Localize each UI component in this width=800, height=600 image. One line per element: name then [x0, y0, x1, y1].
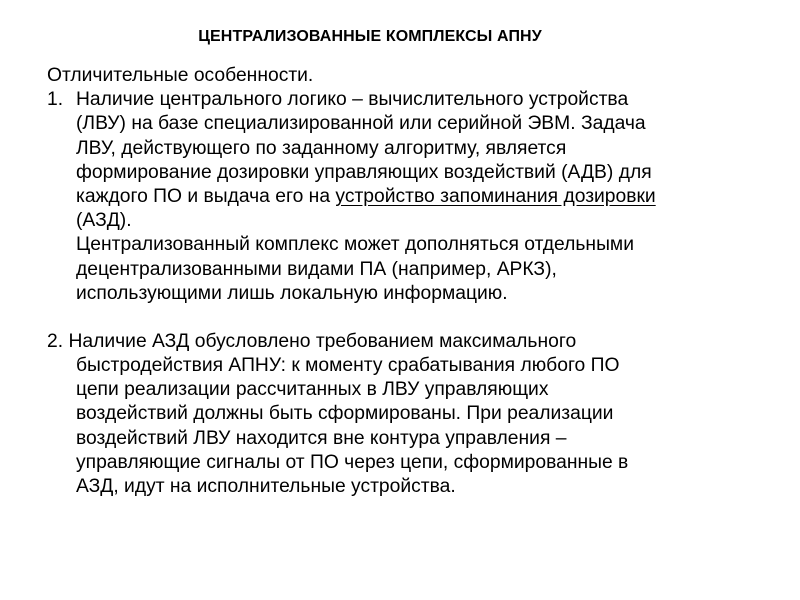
item2-line-3: цепи реализации рассчитанных в ЛВУ управляющих: [76, 379, 549, 401]
item1-line-2: (ЛВУ) на базе специализированной или серийной ЭВМ. Задача: [76, 113, 646, 135]
item2-line-6: управляющие сигналы от ПО через цепи, сформированные в: [76, 451, 629, 473]
item2-line-7: АЗД, идут на исполнительные устройства.: [76, 476, 456, 497]
item1-line-5-prefix: каждого ПО и выдача его на: [76, 185, 336, 207]
item2-line-5: воздействий ЛВУ находится вне контура управления –: [76, 427, 567, 449]
item1-line-1: Наличие центрального логико – вычислительного устройства: [76, 89, 629, 111]
item1-line-6: (АЗД).: [76, 210, 132, 232]
item1-extra-line-3: использующими лишь локальную информацию.: [76, 282, 508, 304]
item2-line-2: быстродействия АПНУ: к моменту срабатывания любого ПО: [76, 355, 620, 377]
item1-line-5: [47, 185, 787, 209]
item2-line-4: воздействий должны быть сформированы. При реализации: [76, 403, 614, 425]
list-item-1: [47, 88, 787, 306]
underlined-term: устройство запоминания дозировки: [335, 185, 656, 207]
item1-extra-line-2: децентрализованными видами ПА (например, АРКЗ),: [76, 258, 557, 280]
intro-text: Отличительные особенности.: [47, 65, 314, 86]
list-number-2: 2.: [47, 330, 64, 352]
slide-title: ЦЕНТРАЛИЗОВАННЫЕ КОМПЛЕКСЫ АПНУ: [198, 28, 542, 45]
paragraph-spacer: [47, 306, 787, 330]
slide-body: [47, 64, 787, 499]
item1-line-3: ЛВУ, действующего по заданному алгоритму, является: [76, 137, 567, 159]
item1-line-4: формирование дозировки управляющих воздействий (АДВ) для: [76, 161, 652, 183]
list-item-2: [47, 330, 787, 499]
list-number-1: 1.: [47, 89, 64, 111]
item2-line-1: Наличие АЗД обусловлено требованием максимального: [68, 330, 577, 352]
item1-extra-line-1: Централизованный комплекс может дополняться отдельными: [76, 234, 634, 256]
